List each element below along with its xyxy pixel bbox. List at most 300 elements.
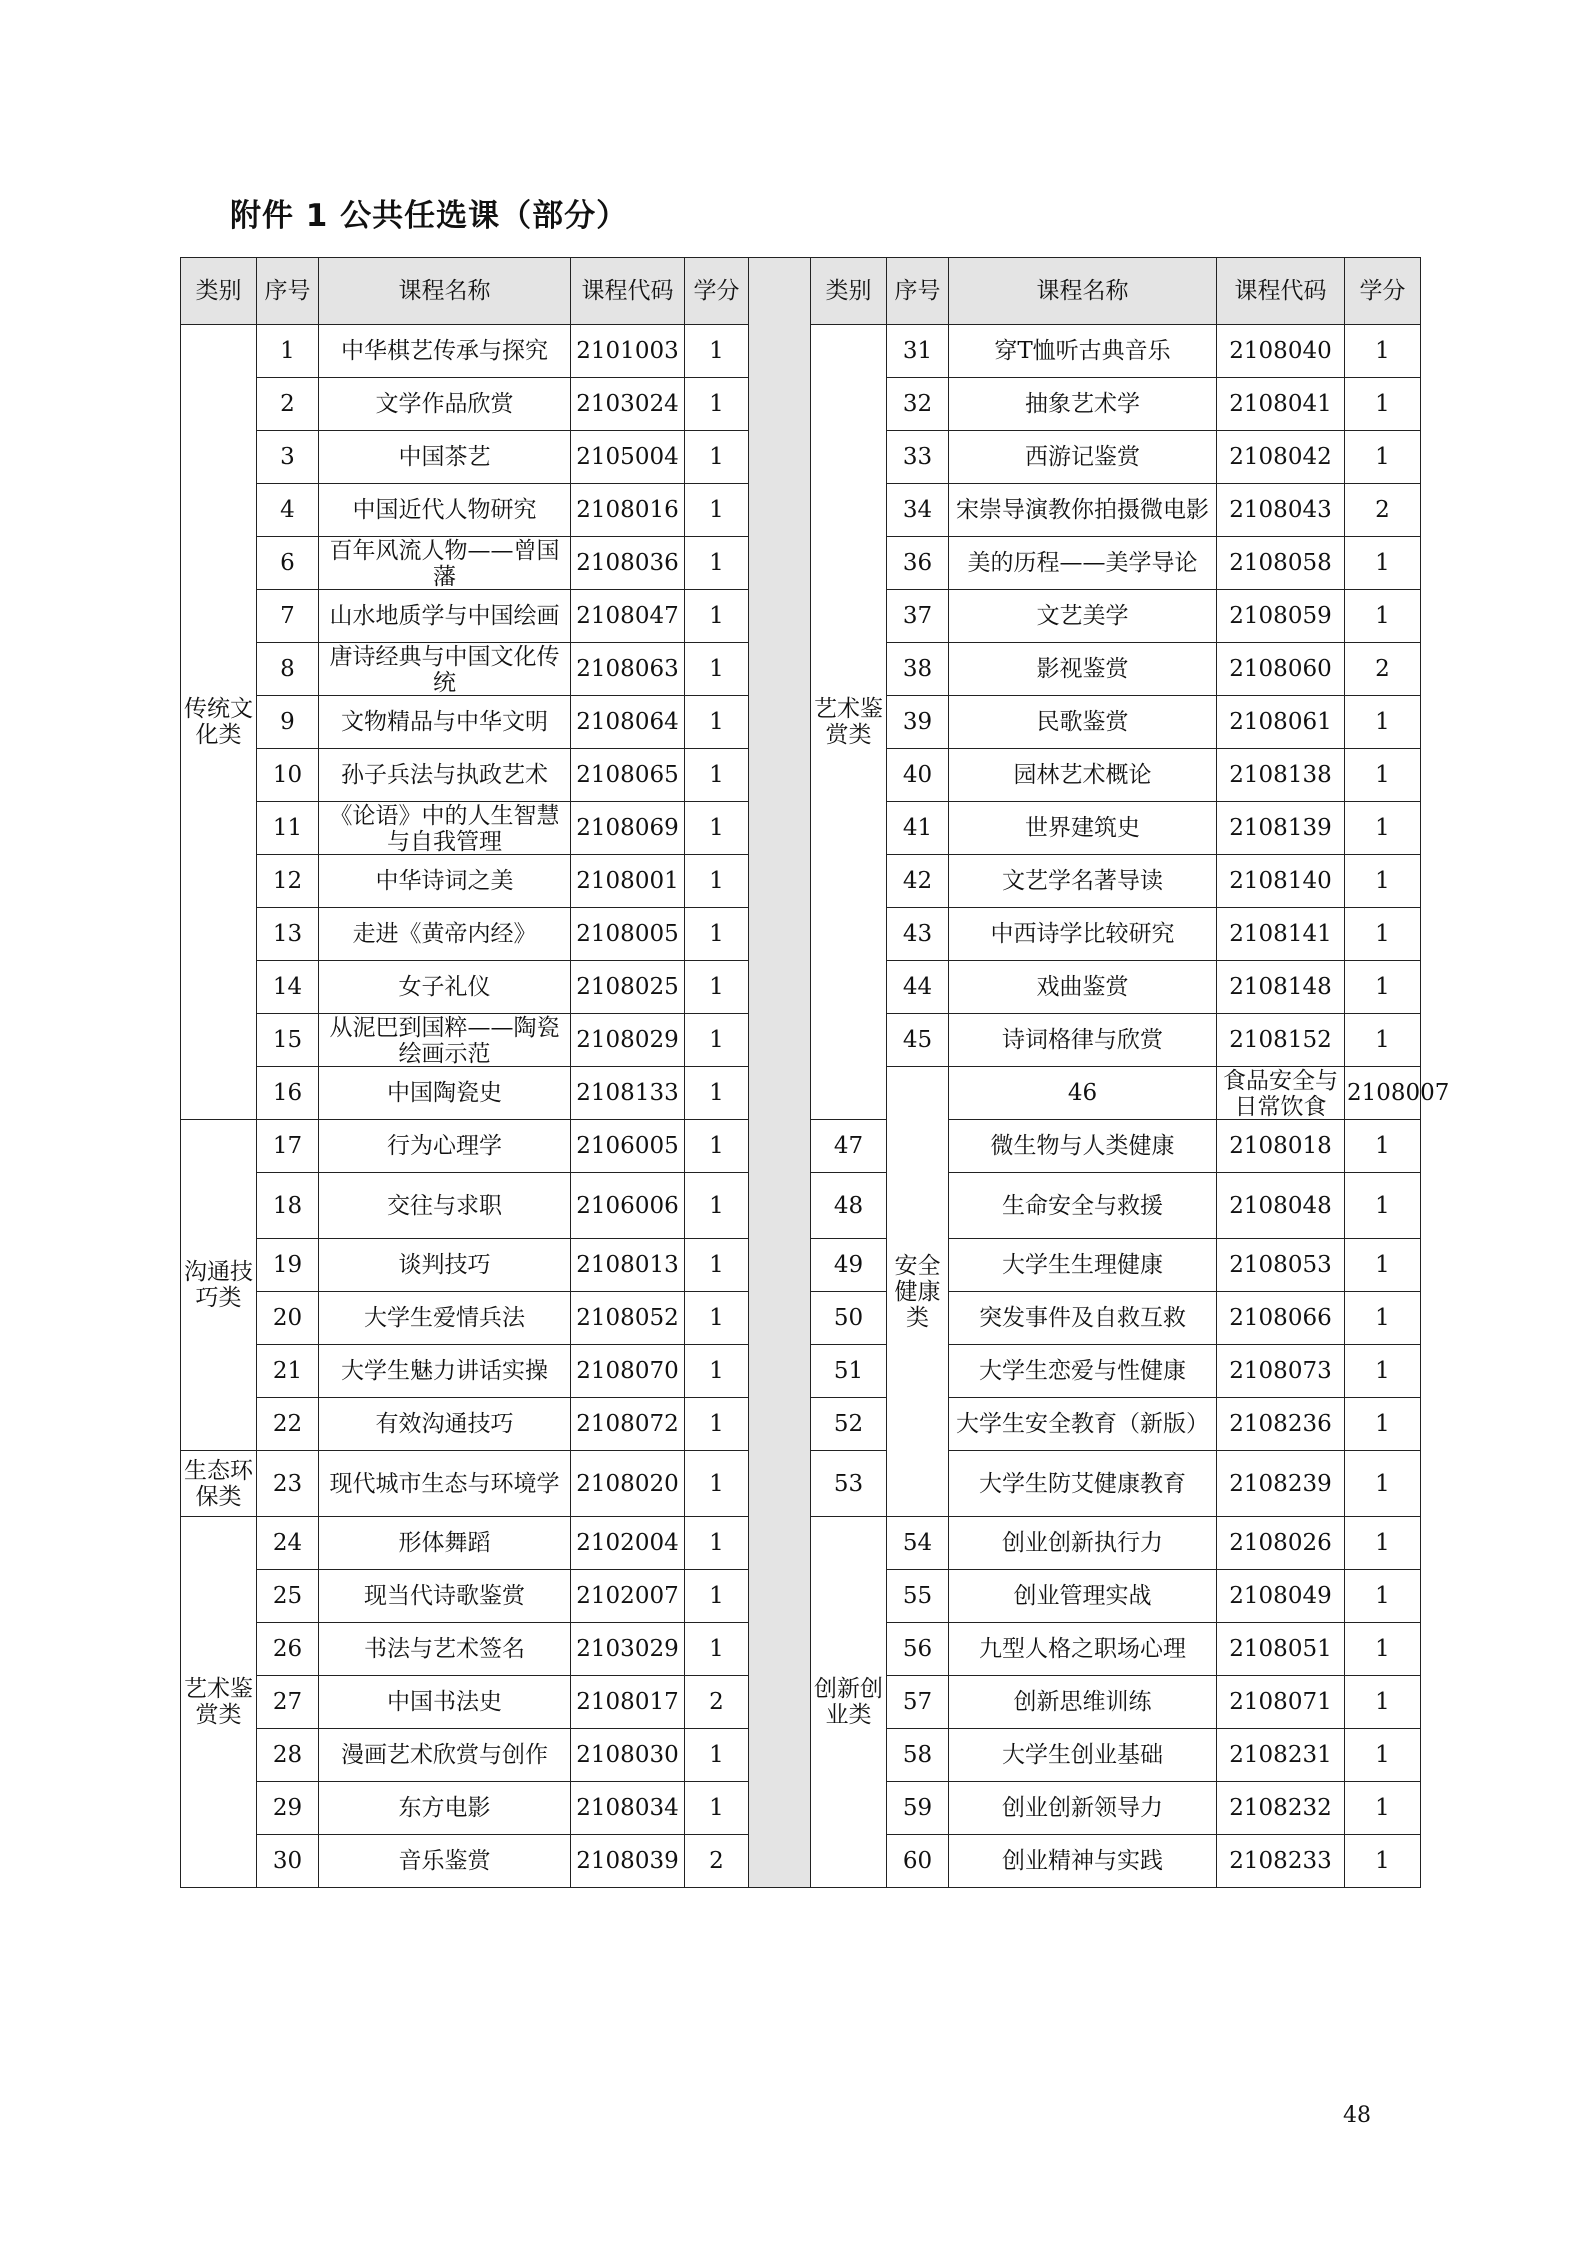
course-name-text: 微生物与人类健康 [990,1133,1175,1159]
course-name [319,696,571,749]
course-credit: 2 [1345,484,1421,537]
course-code: 2108034 [571,1782,685,1835]
course-name [319,537,571,590]
course-credit: 1 [1345,537,1421,590]
course-credit: 1 [685,1451,749,1517]
course-credit: 1 [685,1067,749,1120]
course-name [319,1623,571,1676]
course-number: 58 [887,1729,949,1782]
course-name-text: 文艺学名著导读 [1002,868,1163,894]
course-credit: 1 [1345,1570,1421,1623]
course-name-text: 中华诗词之美 [375,868,514,894]
course-credit: 1 [1345,1120,1421,1173]
course-code: 2101003 [571,325,685,378]
course-name [949,1782,1217,1835]
header-course-name-right: 课程名称 [949,258,1217,325]
course-code: 2108040 [1217,325,1345,378]
course-code: 2108041 [1217,378,1345,431]
course-number: 2 [257,378,319,431]
course-name-text: 食品安全与日常饮食 [1223,1068,1338,1120]
course-credit: 1 [685,1517,749,1570]
course-number: 50 [811,1292,887,1345]
course-name [949,484,1217,537]
course-code: 2108049 [1217,1570,1345,1623]
course-name-text: 有效沟通技巧 [375,1411,514,1437]
course-name [949,749,1217,802]
course-name [949,1014,1217,1067]
category-cell: 艺术鉴赏类 [181,1517,257,1888]
category-cell: 创新创业类 [811,1517,887,1888]
course-number: 39 [887,696,949,749]
course-code: 2108066 [1217,1292,1345,1345]
header-number: 序号 [257,258,319,325]
course-number: 60 [887,1835,949,1888]
course-name-text: 《论语》中的人生智慧与自我管理 [329,803,560,855]
course-number: 17 [257,1120,319,1173]
course-name [949,1292,1217,1345]
course-number: 42 [887,855,949,908]
course-name-text: 形体舞蹈 [398,1530,491,1556]
course-code: 2108048 [1217,1173,1345,1239]
course-credit: 1 [685,855,749,908]
course-name-text: 行为心理学 [387,1133,502,1159]
course-name-text: 大学生生理健康 [1002,1252,1163,1278]
course-credit: 1 [1345,378,1421,431]
course-name [319,961,571,1014]
course-name-text: 中国书法史 [387,1689,502,1715]
course-code: 2108065 [571,749,685,802]
course-name [319,484,571,537]
course-name-text: 民歌鉴赏 [1036,709,1129,735]
course-number: 10 [257,749,319,802]
course-name [949,1729,1217,1782]
course-name [319,908,571,961]
course-name [949,1676,1217,1729]
course-name-text: 创业精神与实践 [1002,1848,1163,1874]
course-name [319,802,571,855]
course-code: 2102007 [571,1570,685,1623]
course-code: 2108073 [1217,1345,1345,1398]
course-credit: 1 [685,1398,749,1451]
course-code: 2108029 [571,1014,685,1067]
header-course-code-right: 课程代码 [1217,258,1345,325]
course-name [319,378,571,431]
course-name-text: 戏曲鉴赏 [1036,974,1129,1000]
course-number: 45 [887,1014,949,1067]
course-credit: 1 [1345,696,1421,749]
course-name-text: 创业创新领导力 [1002,1795,1163,1821]
course-name [319,1835,571,1888]
course-number: 37 [887,590,949,643]
course-name [949,908,1217,961]
course-code: 2108053 [1217,1239,1345,1292]
course-code: 2108026 [1217,1517,1345,1570]
course-credit: 1 [685,1729,749,1782]
course-name [949,1120,1217,1173]
course-name [319,749,571,802]
course-name [319,1451,571,1517]
course-credit: 1 [1345,802,1421,855]
course-code: 2108063 [571,643,685,696]
course-code: 2108017 [571,1676,685,1729]
course-name [949,1239,1217,1292]
course-name-text: 中国茶艺 [398,444,491,470]
course-code: 2108231 [1217,1729,1345,1782]
course-code: 2102004 [571,1517,685,1570]
course-credit: 1 [685,537,749,590]
course-code: 2108001 [571,855,685,908]
course-name-text: 中西诗学比较研究 [990,921,1175,947]
course-number: 24 [257,1517,319,1570]
course-credit: 1 [1345,1292,1421,1345]
course-number: 22 [257,1398,319,1451]
course-name-text: 从泥巴到国粹——陶瓷绘画示范 [329,1015,560,1067]
course-name-text: 交往与求职 [387,1192,502,1219]
course-name-text: 东方电影 [398,1795,491,1821]
course-name [319,590,571,643]
course-credit: 1 [1345,1623,1421,1676]
course-number: 33 [887,431,949,484]
course-name-text: 九型人格之职场心理 [979,1636,1186,1662]
course-number: 19 [257,1239,319,1292]
header-credit-right: 学分 [1345,258,1421,325]
course-code: 2108061 [1217,696,1345,749]
course-name [319,1014,571,1067]
course-name-text: 百年风流人物——曾国藩 [329,538,560,590]
course-code: 2108042 [1217,431,1345,484]
course-name [319,1729,571,1782]
course-credit: 1 [685,1120,749,1173]
course-code: 2108018 [1217,1120,1345,1173]
course-credit: 1 [685,961,749,1014]
course-credit: 1 [685,749,749,802]
course-credit: 1 [1345,1345,1421,1398]
course-number: 29 [257,1782,319,1835]
course-number: 55 [887,1570,949,1623]
course-credit: 1 [1345,908,1421,961]
course-name-text: 大学生创业基础 [1002,1742,1163,1768]
course-name-text: 诗词格律与欣赏 [1002,1027,1163,1053]
course-name [949,855,1217,908]
header-number-right: 序号 [887,258,949,325]
course-number: 51 [811,1345,887,1398]
course-name-text: 文艺美学 [1036,603,1129,629]
course-number: 48 [811,1173,887,1239]
course-credit: 1 [685,1173,749,1239]
course-name [949,1517,1217,1570]
course-name [319,325,571,378]
course-credit: 1 [1345,590,1421,643]
course-number: 7 [257,590,319,643]
course-credit: 2 [1345,643,1421,696]
column-gap [749,258,811,1888]
course-name-text: 突发事件及自救互救 [979,1305,1186,1331]
course-code: 2108139 [1217,802,1345,855]
course-name-text: 书法与艺术签名 [364,1636,525,1662]
page-number: 48 [1343,2103,1371,2128]
course-credit: 1 [685,908,749,961]
course-name-text: 漫画艺术欣赏与创作 [341,1742,548,1768]
course-name [319,1517,571,1570]
course-name-text: 大学生防艾健康教育 [979,1470,1186,1497]
course-number: 57 [887,1676,949,1729]
course-number: 40 [887,749,949,802]
course-number: 36 [887,537,949,590]
course-number: 30 [257,1835,319,1888]
course-number: 8 [257,643,319,696]
course-code: 2106005 [571,1120,685,1173]
course-name-text: 现代城市生态与环境学 [329,1470,560,1497]
course-number: 47 [811,1120,887,1173]
course-name-text: 文学作品欣赏 [375,391,514,417]
course-table [180,257,1450,1888]
course-name [949,643,1217,696]
course-number: 46 [949,1067,1217,1120]
course-code: 2108140 [1217,855,1345,908]
header-category-right: 类别 [811,258,887,325]
course-code: 2106006 [571,1173,685,1239]
course-credit: 1 [685,378,749,431]
course-name [319,1345,571,1398]
course-name-text: 音乐鉴赏 [398,1848,491,1874]
course-credit: 1 [685,1239,749,1292]
course-number: 53 [811,1451,887,1517]
course-number: 56 [887,1623,949,1676]
course-code: 2108060 [1217,643,1345,696]
course-name [319,1782,571,1835]
course-name-text: 中国陶瓷史 [387,1080,502,1106]
course-name-text: 现当代诗歌鉴赏 [364,1583,525,1609]
course-code: 2108030 [571,1729,685,1782]
course-number: 3 [257,431,319,484]
course-name [949,378,1217,431]
course-credit: 1 [1345,325,1421,378]
course-credit: 1 [685,1014,749,1067]
course-name [949,802,1217,855]
course-code: 2108025 [571,961,685,1014]
course-name [319,1239,571,1292]
course-name [949,1835,1217,1888]
course-credit: 1 [685,1623,749,1676]
course-code: 2108007 [1345,1067,1421,1120]
course-number: 34 [887,484,949,537]
course-code: 2108064 [571,696,685,749]
course-code: 2108047 [571,590,685,643]
course-name-text: 山水地质学与中国绘画 [329,603,560,629]
category-cell: 生态环保类 [181,1451,257,1517]
course-credit: 1 [685,325,749,378]
course-number: 21 [257,1345,319,1398]
course-code: 2108141 [1217,908,1345,961]
course-code: 2108239 [1217,1451,1345,1517]
course-number: 1 [257,325,319,378]
course-name-text: 孙子兵法与执政艺术 [341,762,548,788]
course-credit: 1 [1345,1835,1421,1888]
course-number: 4 [257,484,319,537]
course-code: 2108236 [1217,1398,1345,1451]
course-credit: 1 [1345,1676,1421,1729]
course-name-text: 大学生魅力讲话实操 [341,1358,548,1384]
course-name [949,1570,1217,1623]
course-name [949,696,1217,749]
course-code: 2105004 [571,431,685,484]
course-name-text: 创业管理实战 [1013,1583,1152,1609]
course-credit: 1 [1345,855,1421,908]
course-name-text: 大学生安全教育（新版） [956,1411,1209,1437]
course-number: 23 [257,1451,319,1517]
course-name [319,1398,571,1451]
course-code: 2108072 [571,1398,685,1451]
course-name [949,1623,1217,1676]
course-name [949,325,1217,378]
course-name-text: 中华棋艺传承与探究 [341,338,548,364]
course-credit: 1 [685,431,749,484]
course-credit: 1 [1345,1239,1421,1292]
course-code: 2108148 [1217,961,1345,1014]
course-number: 16 [257,1067,319,1120]
header-course-name: 课程名称 [319,258,571,325]
course-code: 2103029 [571,1623,685,1676]
course-name [949,1173,1217,1239]
course-number: 15 [257,1014,319,1067]
course-number: 6 [257,537,319,590]
course-code: 2108036 [571,537,685,590]
course-number: 12 [257,855,319,908]
course-credit: 1 [1345,1517,1421,1570]
course-code: 2108058 [1217,537,1345,590]
course-name [319,1067,571,1120]
course-name [949,590,1217,643]
course-number: 43 [887,908,949,961]
course-name-text: 生命安全与救援 [1002,1192,1163,1219]
course-name-text: 大学生恋爱与性健康 [979,1358,1186,1384]
course-name [949,537,1217,590]
course-name [319,1120,571,1173]
course-code: 2108138 [1217,749,1345,802]
course-number: 52 [811,1398,887,1451]
course-code: 2108043 [1217,484,1345,537]
course-name [319,1676,571,1729]
course-number: 32 [887,378,949,431]
course-code: 2108071 [1217,1676,1345,1729]
course-code: 2108059 [1217,590,1345,643]
course-name [949,431,1217,484]
course-number: 31 [887,325,949,378]
course-number: 59 [887,1782,949,1835]
course-code: 2103024 [571,378,685,431]
course-number: 28 [257,1729,319,1782]
course-credit: 1 [685,643,749,696]
course-name-text: 宋崇导演教你拍摄微电影 [956,497,1209,523]
course-number: 44 [887,961,949,1014]
course-credit: 1 [1345,1782,1421,1835]
category-cell: 沟通技巧类 [181,1120,257,1451]
course-name [319,1173,571,1239]
course-number: 9 [257,696,319,749]
course-credit: 1 [1345,1398,1421,1451]
course-code: 2108039 [571,1835,685,1888]
header-credit: 学分 [685,258,749,325]
course-number: 41 [887,802,949,855]
course-name-text: 唐诗经典与中国文化传统 [329,644,560,696]
course-number: 25 [257,1570,319,1623]
course-credit: 1 [685,696,749,749]
course-number: 26 [257,1623,319,1676]
course-credit: 1 [685,1570,749,1623]
course-name-text: 中国近代人物研究 [352,497,537,523]
course-name-text: 女子礼仪 [398,974,491,1000]
header-row [181,258,1421,325]
course-code: 2108070 [571,1345,685,1398]
course-number: 49 [811,1239,887,1292]
course-name [949,1451,1217,1517]
course-name [319,1570,571,1623]
course-credit: 1 [685,1345,749,1398]
course-credit: 1 [685,1782,749,1835]
course-credit: 1 [1345,431,1421,484]
course-credit: 1 [1345,749,1421,802]
course-credit: 1 [1345,961,1421,1014]
course-number: 11 [257,802,319,855]
course-name [949,1398,1217,1451]
course-number: 20 [257,1292,319,1345]
course-name [319,1292,571,1345]
course-code: 2108020 [571,1451,685,1517]
course-name-text: 穿T恤听古典音乐 [994,338,1171,364]
course-name-text: 影视鉴赏 [1036,656,1129,682]
course-name-text: 走进《黄帝内经》 [352,921,537,947]
course-name-text: 文物精品与中华文明 [341,709,548,735]
course-name-text: 抽象艺术学 [1025,391,1140,417]
course-number: 54 [887,1517,949,1570]
page-title: 附件 1 公共任选课（部分） [230,198,629,234]
course-code: 2108069 [571,802,685,855]
course-number: 18 [257,1173,319,1239]
course-credit: 1 [685,484,749,537]
course-credit: 1 [1345,1014,1421,1067]
course-code: 2108016 [571,484,685,537]
course-name-text: 大学生爱情兵法 [364,1305,525,1331]
course-code: 2108152 [1217,1014,1345,1067]
course-number: 27 [257,1676,319,1729]
course-name [1217,1067,1345,1120]
course-credit: 2 [685,1835,749,1888]
course-name [319,643,571,696]
course-name [319,855,571,908]
header-course-code: 课程代码 [571,258,685,325]
course-credit: 1 [1345,1729,1421,1782]
course-number: 13 [257,908,319,961]
category-cell: 艺术鉴赏类 [811,325,887,1120]
header-category: 类别 [181,258,257,325]
course-name-text: 西游记鉴赏 [1025,444,1140,470]
course-credit: 1 [685,590,749,643]
course-name-text: 美的历程——美学导论 [967,550,1198,576]
course-name-text: 园林艺术概论 [1013,762,1152,788]
course-code: 2108051 [1217,1623,1345,1676]
course-name-text: 世界建筑史 [1025,815,1140,841]
course-code: 2108005 [571,908,685,961]
course-name [949,961,1217,1014]
course-name-text: 创新思维训练 [1013,1689,1152,1715]
course-number: 38 [887,643,949,696]
course-name [319,431,571,484]
course-credit: 1 [685,802,749,855]
category-cell: 传统文化类 [181,325,257,1120]
course-code: 2108232 [1217,1782,1345,1835]
course-code: 2108233 [1217,1835,1345,1888]
course-code: 2108133 [571,1067,685,1120]
